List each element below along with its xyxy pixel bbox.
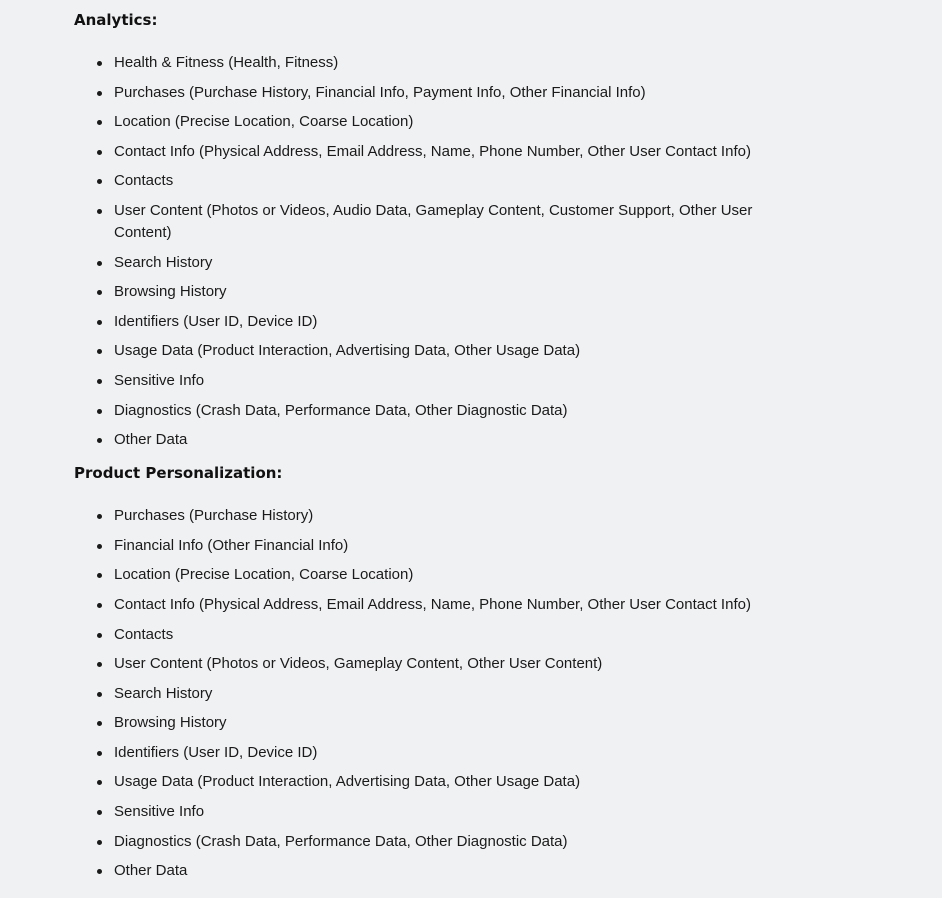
list-item: Usage Data (Product Interaction, Advertising Data, Other Usage Data) xyxy=(74,771,794,793)
product-personalization-heading: Product Personalization: xyxy=(74,464,283,483)
list-item: Contacts xyxy=(74,170,794,192)
list-item: Diagnostics (Crash Data, Performance Data, Other Diagnostic Data) xyxy=(74,831,794,853)
list-item: Contact Info (Physical Address, Email Address, Name, Phone Number, Other User Contact Info) xyxy=(74,141,794,163)
list-item: Contact Info (Physical Address, Email Address, Name, Phone Number, Other User Contact Info) xyxy=(74,594,794,616)
list-item: Search History xyxy=(74,252,794,274)
list-item: Identifiers (User ID, Device ID) xyxy=(74,742,794,764)
privacy-data-content xyxy=(74,10,794,890)
list-item: Browsing History xyxy=(74,281,794,303)
list-item: Financial Info (Other Financial Info) xyxy=(74,535,794,557)
list-item: Health & Fitness (Health, Fitness) xyxy=(74,52,794,74)
list-item: Contacts xyxy=(74,624,794,646)
analytics-list xyxy=(74,52,794,451)
list-item: User Content (Photos or Videos, Audio Data, Gameplay Content, Customer Support, Other User Content) xyxy=(74,200,794,244)
list-item: Purchases (Purchase History) xyxy=(74,505,794,527)
list-item: Search History xyxy=(74,683,794,705)
list-item: Other Data xyxy=(74,429,794,451)
list-item: Sensitive Info xyxy=(74,801,794,823)
list-item: User Content (Photos or Videos, Gameplay Content, Other User Content) xyxy=(74,653,794,675)
list-item: Browsing History xyxy=(74,712,794,734)
product-personalization-list xyxy=(74,505,794,882)
analytics-heading: Analytics: xyxy=(74,11,158,29)
list-item: Other Data xyxy=(74,860,794,882)
list-item: Location (Precise Location, Coarse Location) xyxy=(74,111,794,133)
list-item: Usage Data (Product Interaction, Advertising Data, Other Usage Data) xyxy=(74,340,794,362)
list-item: Purchases (Purchase History, Financial Info, Payment Info, Other Financial Info) xyxy=(74,82,794,104)
list-item: Location (Precise Location, Coarse Location) xyxy=(74,564,794,586)
list-item: Identifiers (User ID, Device ID) xyxy=(74,311,794,333)
list-item: Diagnostics (Crash Data, Performance Data, Other Diagnostic Data) xyxy=(74,400,794,422)
list-item: Sensitive Info xyxy=(74,370,794,392)
